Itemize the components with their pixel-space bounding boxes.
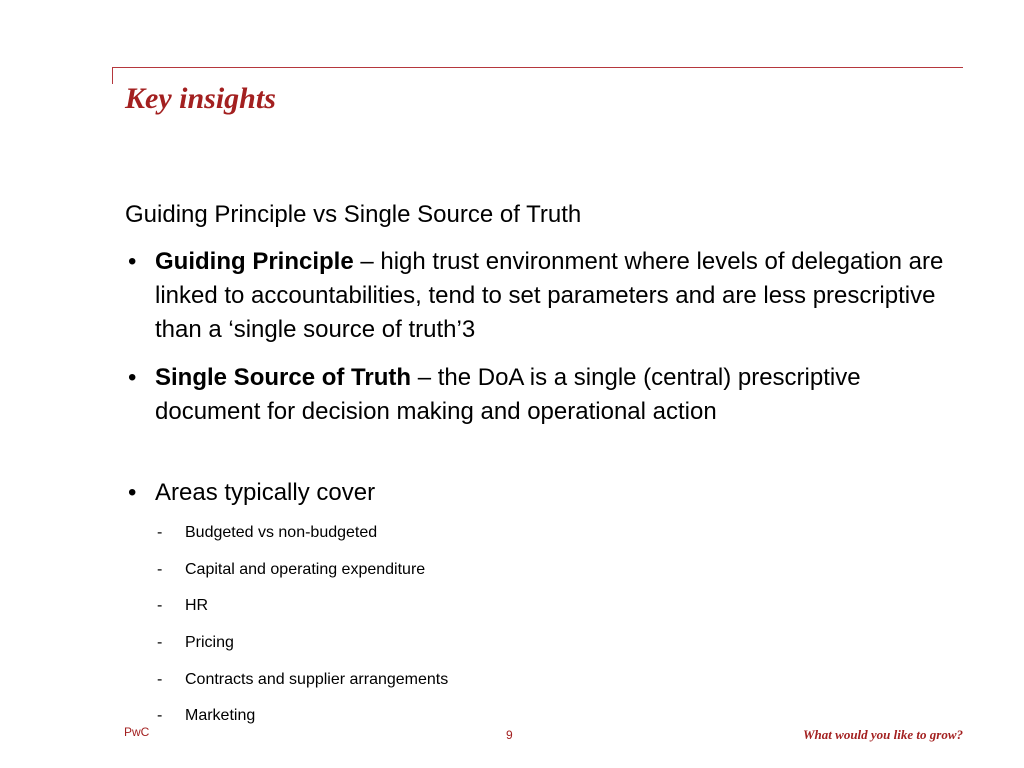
sub-item-marker: -	[157, 597, 163, 614]
bullet-marker: •	[128, 364, 137, 391]
bullet-text	[155, 245, 968, 347]
slide-subtitle: Guiding Principle vs Single Source of Truth	[125, 201, 582, 228]
footer-brand: PwC	[124, 725, 150, 739]
sub-item-marker: -	[157, 671, 163, 688]
page-number: 9	[506, 728, 513, 742]
sub-item-marker: -	[157, 634, 163, 651]
bullet-term: Guiding Principle	[155, 248, 354, 275]
bullet-term: Single Source of Truth	[155, 364, 412, 391]
sub-item-text: HR	[185, 597, 209, 614]
sub-item-text: Contracts and supplier arrangements	[185, 671, 449, 688]
bullet-text: Areas typically cover	[155, 479, 376, 506]
sub-item-marker: -	[157, 561, 163, 578]
sub-item-marker: -	[157, 524, 163, 541]
sub-item-text: Budgeted vs non-budgeted	[185, 524, 378, 541]
bullet-marker: •	[128, 248, 137, 275]
bullet-marker: •	[128, 479, 137, 506]
sub-item-text: Pricing	[185, 634, 234, 651]
header-rule-tick	[112, 67, 113, 84]
footer-tagline: What would you like to grow?	[803, 727, 963, 742]
sub-item-marker: -	[157, 707, 163, 724]
bullet-text	[155, 361, 968, 429]
sub-item-text: Capital and operating expenditure	[185, 561, 426, 578]
bullet-description: – high trust environment where levels of delegation are linked to accountabilities, tend to set parameters and are less prescriptive than a ‘single source of truth’3	[155, 248, 944, 343]
sub-item-text: Marketing	[185, 707, 256, 724]
bullet-description: – the DoA is a single (central) prescriptive document for decision making and operational action	[155, 364, 861, 425]
header-rule	[112, 67, 963, 68]
slide-title: Key insights	[125, 82, 276, 115]
